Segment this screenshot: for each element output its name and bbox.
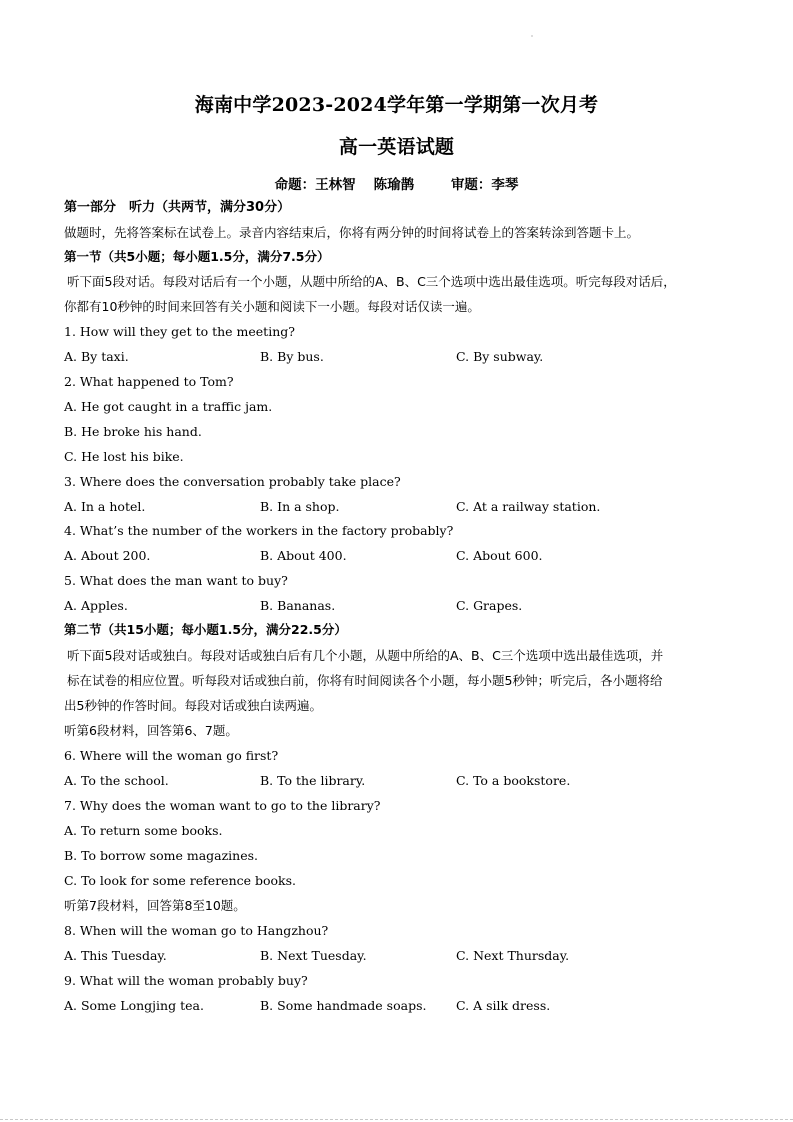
question-stem: 9. What will the woman probably buy? <box>64 973 308 988</box>
section1-instruction-1: 听下面5段对话。每段对话后有一个小题，从题中所给的A、B、C三个选项中选出最佳选项。听完每段对话后， <box>67 274 676 289</box>
question-stem: 4. What’s the number of the workers in the factory probably? <box>64 523 454 538</box>
question-stem: 8. When will the woman go to Hangzhou? <box>64 923 329 938</box>
option-c: C. Next Thursday. <box>456 948 570 963</box>
exam-subtitle: 高一英语试题 <box>338 136 455 158</box>
option-a: A. He got caught in a traffic jam. <box>64 399 273 414</box>
exam-title: 海南中学2023-2024学年第一学期第一次月考 <box>194 94 599 116</box>
option-c: C. To look for some reference books. <box>64 873 297 888</box>
option-b: B. To the library. <box>260 773 366 788</box>
option-a: A. Some Longjing tea. <box>64 998 204 1013</box>
question-stem: 7. Why does the woman want to go to the library? <box>64 798 381 813</box>
question-stem: 5. What does the man want to buy? <box>64 573 288 588</box>
reviewer-label: 审题：李琴 <box>450 177 519 193</box>
option-a: A. To the school. <box>64 773 169 788</box>
option-c: C. By subway. <box>456 349 544 364</box>
option-b: B. About 400. <box>260 548 347 563</box>
option-b: B. To borrow some magazines. <box>64 848 259 863</box>
option-b: B. In a shop. <box>260 499 340 514</box>
option-a: A. Apples. <box>64 598 128 613</box>
option-c: C. About 600. <box>456 548 543 563</box>
option-b: B. Next Tuesday. <box>260 948 367 963</box>
option-c: C. At a railway station. <box>456 499 601 514</box>
section2-instruction-2: 标在试卷的相应位置。听每段对话或独白前，你将有时间阅读各个小题，每小题5秒钟；听完后，各小题将给 <box>67 673 663 688</box>
option-c: C. He lost his bike. <box>64 449 184 464</box>
option-b: B. He broke his hand. <box>64 424 202 439</box>
option-a: A. To return some books. <box>64 823 223 838</box>
scan-speck <box>531 35 533 37</box>
part1-instruction: 做题时，先将答案标在试卷上。录音内容结束后，你将有两分钟的时间将试卷上的答案转涂到答题卡上。 <box>64 225 640 240</box>
question-stem: 3. Where does the conversation probably take place? <box>64 474 401 489</box>
material-7-note: 听第7段材料，回答第8至10题。 <box>64 898 246 913</box>
section2-instruction-3: 出5秒钟的作答时间。每段对话或独白读两遍。 <box>64 698 322 713</box>
option-a: A. This Tuesday. <box>64 948 167 963</box>
option-b: B. Some handmade soaps. <box>260 998 427 1013</box>
section2-instruction-1: 听下面5段对话或独白。每段对话或独白后有几个小题，从题中所给的A、B、C三个选项中选出最佳选项，并 <box>67 648 664 663</box>
option-a: A. By taxi. <box>64 349 129 364</box>
option-c: C. A silk dress. <box>456 998 551 1013</box>
option-b: B. By bus. <box>260 349 324 364</box>
part1-heading: 第一部分 听力（共两节，满分30分） <box>64 200 291 215</box>
page-bottom-rule <box>0 1119 793 1121</box>
section1-heading: 第一节（共5小题；每小题1.5分，满分7.5分） <box>64 249 330 264</box>
author-label: 命题：王林智 <box>274 177 356 193</box>
option-a: A. About 200. <box>64 548 151 563</box>
question-stem: 1. How will they get to the meeting? <box>64 324 295 339</box>
option-a: A. In a hotel. <box>64 499 146 514</box>
question-stem: 6. Where will the woman go first? <box>64 748 279 763</box>
material-6-note: 听第6段材料，回答第6、7题。 <box>64 723 238 738</box>
section2-heading: 第二节（共15小题；每小题1.5分，满分22.5分） <box>64 622 347 637</box>
section1-instruction-2: 你都有10秒钟的时间来回答有关小题和阅读下一小题。每段对话仅读一遍。 <box>64 299 480 314</box>
authors-line <box>0 173 793 193</box>
question-stem: 2. What happened to Tom? <box>64 374 234 389</box>
option-c: C. Grapes. <box>456 598 523 613</box>
option-c: C. To a bookstore. <box>456 773 571 788</box>
option-b: B. Bananas. <box>260 598 336 613</box>
author-name: 陈瑜鹊 <box>373 177 415 193</box>
